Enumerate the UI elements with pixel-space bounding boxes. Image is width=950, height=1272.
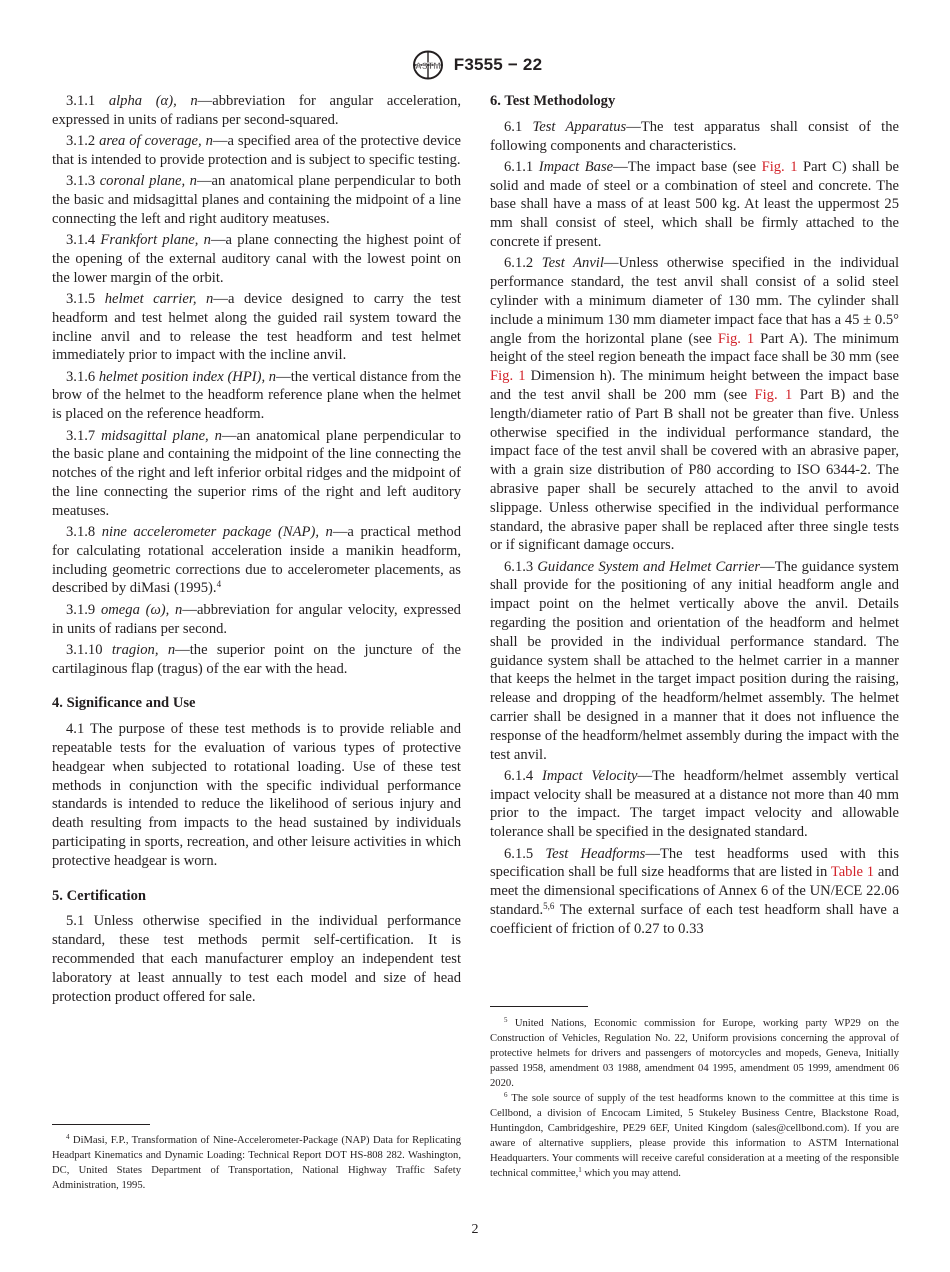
footnote-6: $^6$ The sole source of supply of the test headforms known to the committee at this time is Cellbond, a division of Encocam Limited, 5 Stukeley Business Centre, Blackstone Road, Huntingdon, Cambridgeshire, PE29 6EF, United Kingdom (sales@cellbond.com). If you are aware of alternative suppliers, please provide this information to ASTM International Headquarters. Your comments will receive careful consideration at a meeting of the responsible technical committee,$^1$ which you may attend. <box>490 1091 899 1179</box>
paragraph-6-1-5: 6.1.5 Test Headforms—The test headforms used with this specification shall be full size headforms that are listed in Table 1 and meet the dimensional specifications of Annex 6 of the UN/ECE 22.06 standard.$^{5,6}$ The external surface of each test headform shall have a coefficient of friction of 0.27 to 0.33 <box>490 845 900 937</box>
page-number: 2 <box>471 1222 479 1237</box>
figure-link[interactable]: Fig. 1 <box>490 368 526 385</box>
section-heading-4: 4. Significance and Use <box>52 695 196 712</box>
footnote-5: $^5$ United Nations, Economic commission for Europe, working party WP29 on the Construction of Vehicles, Regulation No. 22, Uniform provisions concerning the approval of protective helmets for drivers and passengers of motorcycles and mopeds, Geneva, Initially passed 1958, amendment 03 1988, amendment 04 1995, amendment 05 1999, amendment 06 2020. <box>490 1016 899 1089</box>
paragraph-6-1-1: 6.1.1 Impact Base—The impact base (see Fig. 1 Part C) shall be solid and made of steel or a combination of steel and concrete. The base shall have a mass of at least 500 kg. At least the uppermost 25 mm shall consist of steel, which shall be firmly attached to the concrete if present. <box>490 158 899 251</box>
definition-hpi: 3.1.6 helmet position index (HPI), n—the vertical distance from the brow of the helmet to the headform reference plane when the helmet is placed on the reference headform. <box>52 368 462 423</box>
left-column <box>52 92 461 1009</box>
definition-helmet-carrier: 3.1.5 helmet carrier, n—a device designed to carry the test headform and test helmet along the guided rail system toward the incline anvil and to release the test headform and test helmet immediately prior to impact with the incline anvil. <box>52 290 461 364</box>
section-heading-6: 6. Test Methodology <box>490 93 616 109</box>
figure-link[interactable]: Fig. 1 <box>754 386 793 403</box>
footnotes-right <box>490 1016 899 1181</box>
definition-frankfort-plane: 3.1.4 Frankfort plane, n—a plane connecting the highest point of the opening of the external auditory canal with the lowest point on the lower margin of the orbit. <box>52 232 462 286</box>
footnote-ref: 5,6 <box>543 900 555 911</box>
paragraph-5-1: 5.1 Unless otherwise specified in the individual performance standard, these test methods permit self-certification. It is recommended that each manufacturer employ an independent test laboratory at least annually to test each model and size of head protection product offered for sale. <box>52 913 461 1005</box>
svg-text:ASTM: ASTM <box>415 61 441 71</box>
paragraph-6-1-4: 6.1.4 Impact Velocity—The headform/helmet assembly vertical impact velocity shall be measured at a distance not more than 40 mm prior to the impact. The target impact velocity and allowable tolerance shall be specified in the designated standard. <box>490 767 899 841</box>
definition-tragion: 3.1.10 tragion, n—the superior point on the juncture of the cartilaginous flap (tragus) of the ear with the head. <box>52 641 462 677</box>
definition-omega: 3.1.9 omega (ω), n—abbreviation for angular velocity, expressed in units of radians per second. <box>52 601 461 637</box>
footnote-divider <box>490 1006 588 1007</box>
document-designation: F3555 − 22 <box>453 55 543 74</box>
footnote-4: $^4$ DiMasi, F.P., Transformation of Nine-Accelerometer-Package (NAP) Data for Replicating Headpart Kinematics and Dynamic Loading: Technical Report DOT HS-808 282. Washington, DC, United States Department of Transportation, National Highway Traffic Safety Administration, 1995. <box>52 1133 462 1191</box>
table-link[interactable]: Table 1 <box>830 864 875 881</box>
section-heading-5: 5. Certification <box>52 887 147 904</box>
paragraph-6-1-2: 6.1.2 Test Anvil—Unless otherwise specified in the individual performance standard, the test anvil shall consist of a solid steel cylinder with a minimum diameter of 130 mm. The cylinder shall include a minimum 130 mm diameter impact face that has a 45 ± 0.5° angle from the horizontal plane (see Fig. 1 Part A). The minimum height of the steel region beneath the impact face shall be 30 mm (see Fig. 1 Dimension h). The minimum height between the impact base and the test anvil shall be 200 mm (see Fig. 1 Part B) and the length/diameter ratio of Part B shall not be greater than five. Unless otherwise specified in the individual performance standard, the impact face of the test anvil shall be covered with an abrasive paper, with a grain size distribution of P80 according to ISO 6344-2. The abrasive paper shall be securely attached to the anvil to avoid slippage. Unless otherwise specified in the individual performance standard, the abrasive paper shall be replaced after three single tests or if significant damage occurs. <box>490 255 899 554</box>
footnote-ref: 4 <box>216 579 222 590</box>
definition-area-of-coverage: 3.1.2 area of coverage, n—a specified area of the protective device that is intended to provide protection and is subject to specific testing. <box>52 133 461 168</box>
paragraph-6-1: 6.1 Test Apparatus—The test apparatus shall consist of the following components and characteristics. <box>490 118 900 154</box>
right-column <box>490 92 899 941</box>
figure-link[interactable]: Fig. 1 <box>717 330 755 347</box>
definition-coronal-plane: 3.1.3 coronal plane, n—an anatomical plane perpendicular to both the basic and midsagittal planes and containing the midpoint of a line connecting the left and right auditory meatuses. <box>52 173 461 227</box>
definition-midsagittal-plane: 3.1.7 midsagittal plane, n—an anatomical plane perpendicular to the basic plane and containing the midpoint of the line connecting the notches of the right and left inferior orbital ridges and the midpoint of the line connecting the superior rims of the right and left auditory meatuses. <box>52 427 461 519</box>
paragraph-6-1-3: 6.1.3 Guidance System and Helmet Carrier—The guidance system shall provide for the positioning of any initial headform angle and impact point on the helmet vertically above the anvil. Details regarding the position and orientation of the headform and helmet shall be provided in the individual performance standard. The guidance system shall be attached to the helmet carrier in a manner that keeps the helmet in the target impact position during the raising, release and dropping of the headform/helmet assembly. The helmet carrier shall be designed in a manner that it does not influence the response of the headform/helmet assembly during the impact with the test anvil. <box>490 558 899 763</box>
paragraph-4-1: 4.1 The purpose of these test methods is to provide reliable and repeatable tests for the evaluation of various types of protective headgear when subjected to rotational loading. Use of these test methods in conjunction with the specific individual performance standards is intended to reduce the likelihood of serious injury and death resulting from impacts to the head sustained by individuals participating in sports, recreation, and other leisure activities in which protective headgear is worn. <box>52 721 461 869</box>
figure-link[interactable]: Fig. 1 <box>761 158 798 175</box>
footnote-divider <box>52 1124 150 1125</box>
astm-logo-icon <box>408 50 448 80</box>
definition-alpha: 3.1.1 alpha (α), n—abbreviation for angular acceleration, expressed in units of radians per second-squared. <box>52 93 461 128</box>
definition-nap: 3.1.8 nine accelerometer package (NAP), n—a practical method for calculating rotational acceleration inside a manikin headform, including geometric corrections due to accelerometer placements, as described by diMasi (1995).$^4$ <box>52 524 461 597</box>
page-header <box>0 50 950 80</box>
